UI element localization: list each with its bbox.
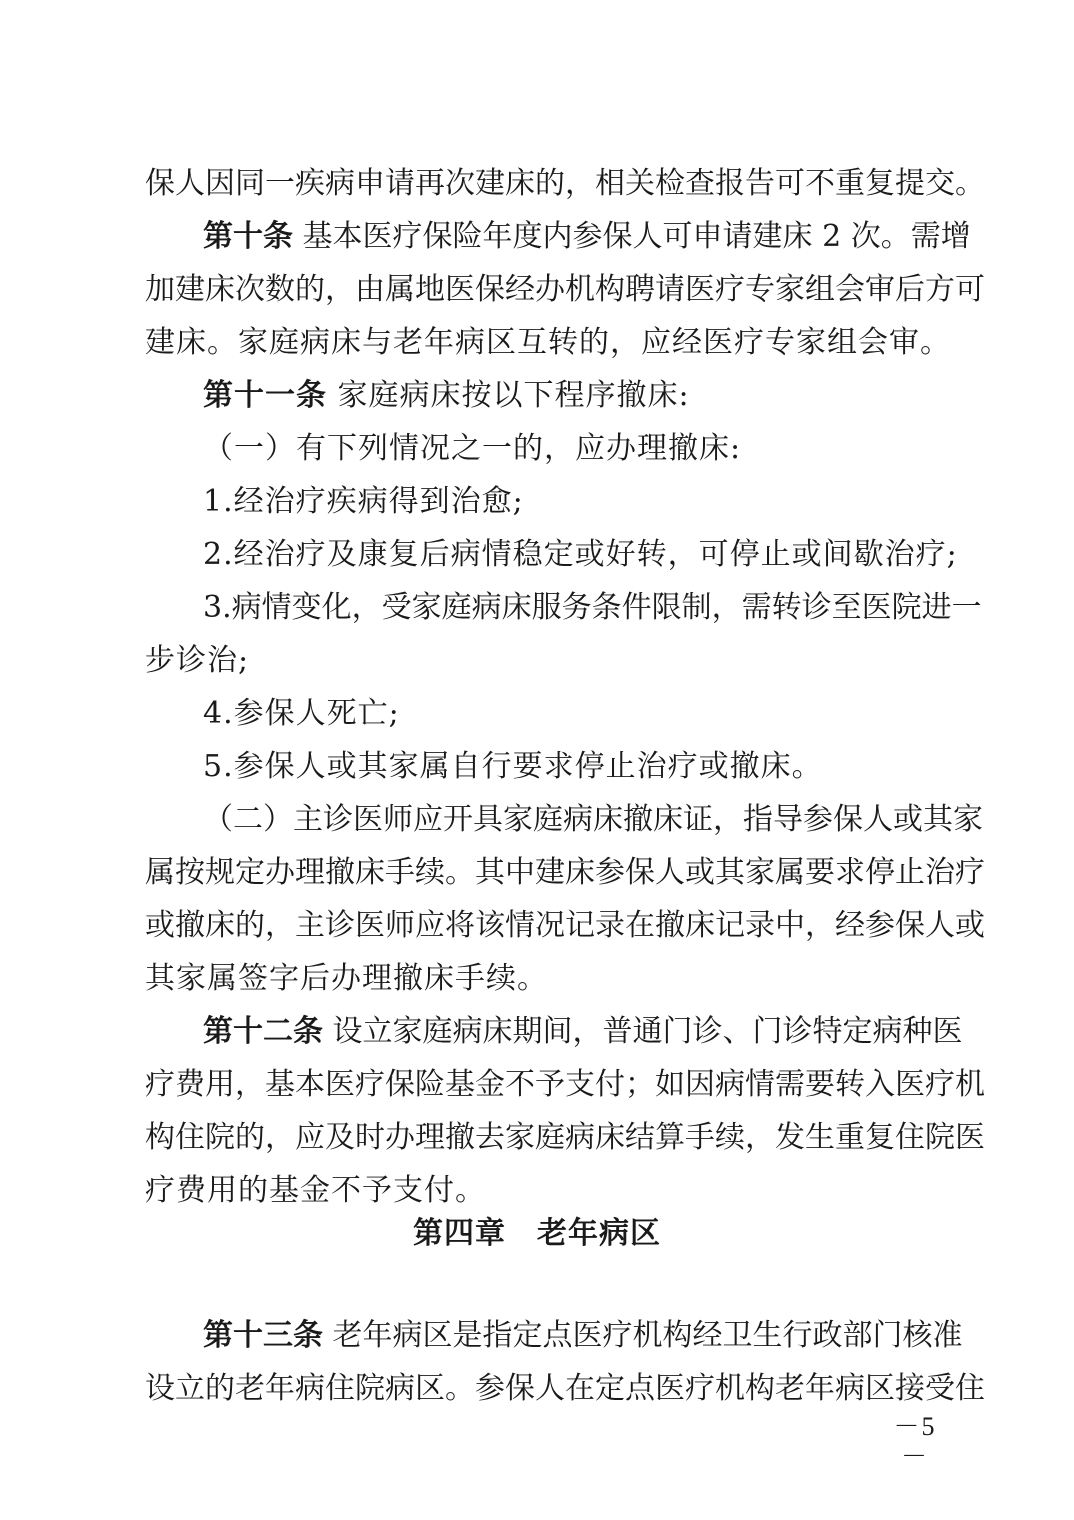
text-line: 建床。家庭病床与老年病区互转的，应经医疗专家组会审。 (145, 325, 951, 360)
list-item: 1.经治疗疾病得到治愈; (203, 484, 524, 519)
article-11-title: 第十一条 (203, 378, 327, 413)
text-line: 属按规定办理撤床手续。其中建床参保人或其家属要求停止治疗 (145, 855, 985, 890)
text-span: 老年病区是指定点医疗机构经卫生行政部门核准 (332, 1318, 963, 1353)
text-line: 保人因同一疾病申请再次建床的，相关检查报告可不重复提交。 (145, 166, 985, 201)
text-line: （一）有下列情况之一的，应办理撤床: (203, 431, 742, 466)
article-10-line (203, 217, 971, 257)
article-11-line (203, 376, 690, 416)
text-line: 疗费用，基本医疗保险基金不予支付；如因病情需要转入医疗机 (145, 1067, 985, 1102)
text-line: 其家属签字后办理撤床手续。 (145, 961, 548, 996)
article-10-title: 第十条 (203, 219, 293, 254)
chapter-heading: 第四章 老年病区 (413, 1216, 661, 1251)
text-line: 构住院的，应及时办理撤去家庭病床结算手续，发生重复住院医 (145, 1120, 985, 1155)
article-12-title: 第十二条 (203, 1014, 323, 1049)
text-span: 设立家庭病床期间，普通门诊、门诊特定病种医 (332, 1014, 963, 1049)
text-line: 设立的老年病住院病区。参保人在定点医疗机构老年病区接受住 (145, 1371, 985, 1406)
article-12-line (203, 1012, 963, 1052)
text-line: 疗费用的基金不予支付。 (145, 1173, 486, 1208)
text-line: 步诊治; (145, 643, 250, 678)
article-13-line (203, 1316, 963, 1356)
text-span: 基本医疗保险年度内参保人可申请建床 2 次。需增 (302, 219, 971, 254)
text-line: （二）主诊医师应开具家庭病床撤床证，指导参保人或其家 (203, 802, 983, 837)
list-item: 2.经治疗及康复后病情稳定或好转，可停止或间歇治疗; (203, 537, 958, 572)
text-line: 加建床次数的，由属地医保经办机构聘请医疗专家组会审后方可 (145, 272, 985, 307)
article-13-title: 第十三条 (203, 1318, 323, 1353)
text-line: 或撤床的，主诊医师应将该情况记录在撤床记录中，经参保人或 (145, 908, 985, 943)
list-item: 5.参保人或其家属自行要求停止治疗或撤床。 (203, 749, 823, 784)
list-item: 3.病情变化，受家庭病床服务条件限制，需转诊至医院进一 (203, 590, 982, 625)
page-number: －5－ (893, 1412, 937, 1471)
text-span: 家庭病床按以下程序撤床: (337, 378, 690, 413)
list-item: 4.参保人死亡; (203, 696, 400, 731)
